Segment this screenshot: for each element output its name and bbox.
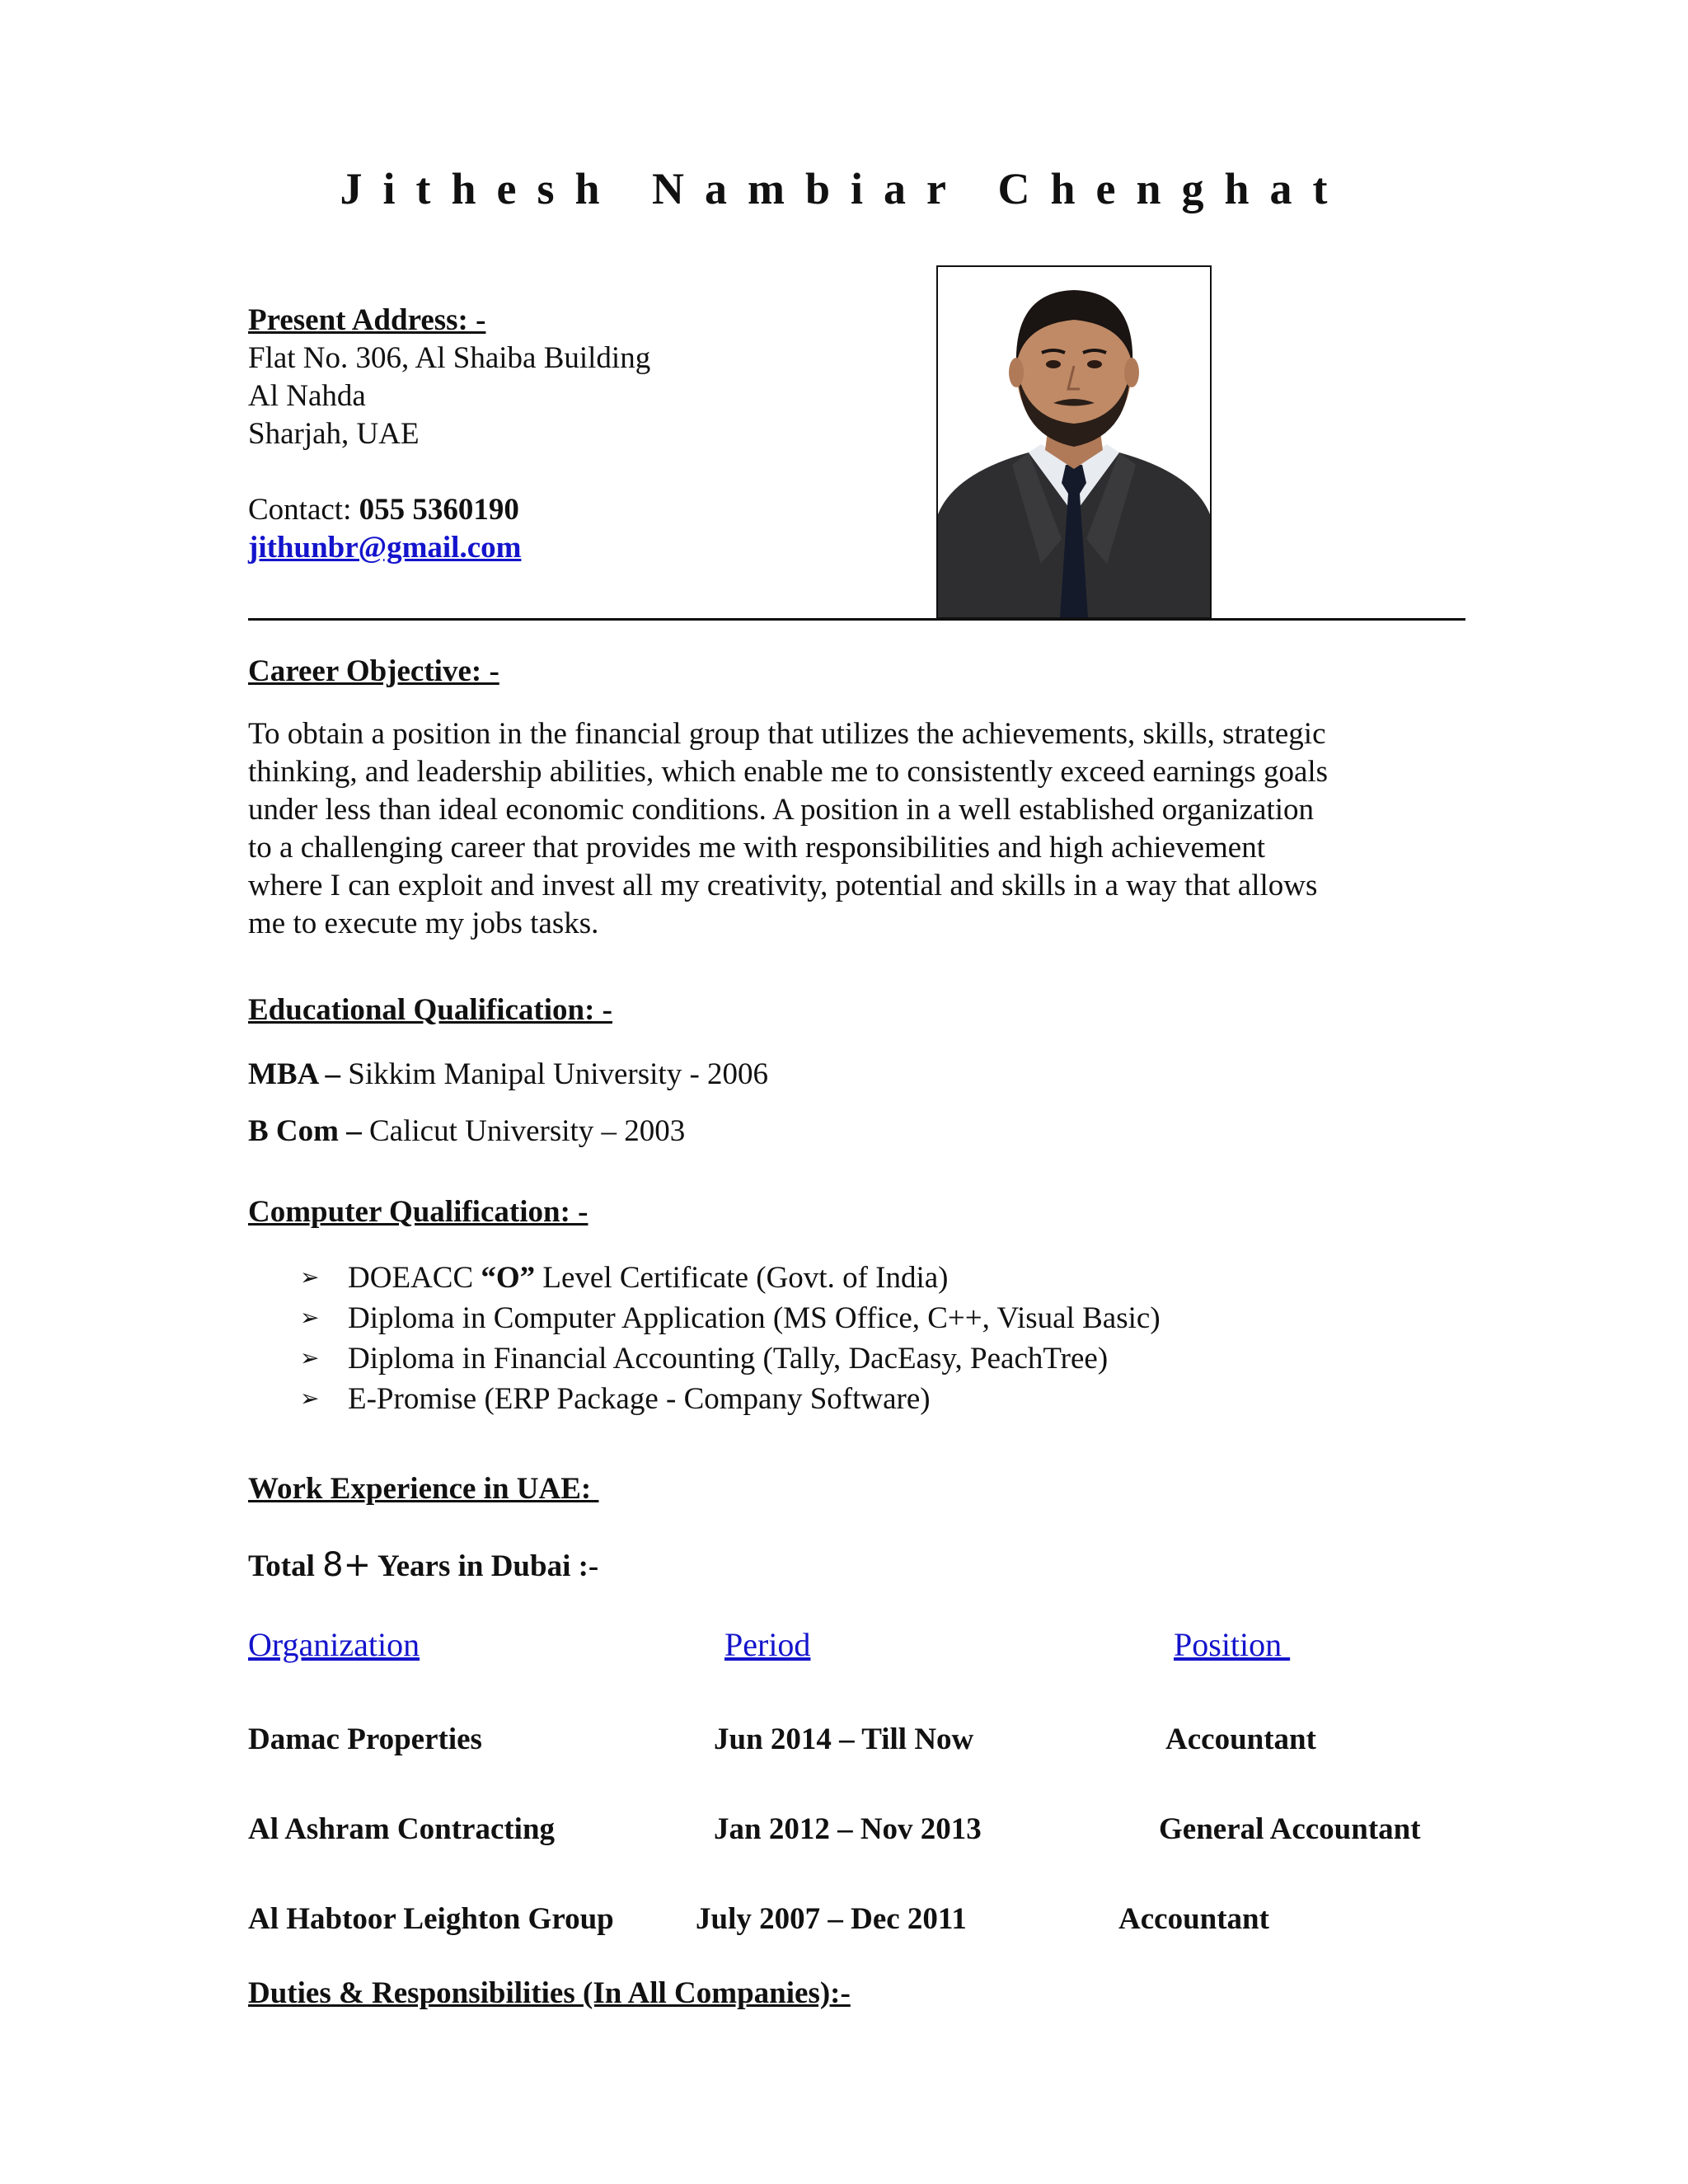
profile-photo [936, 265, 1212, 619]
work-position: Accountant [1165, 1722, 1316, 1756]
work-org: Damac Properties [248, 1722, 482, 1756]
computer-qualification-heading: Computer Qualification: - [248, 1195, 588, 1229]
item-text-bold: “O” [481, 1261, 536, 1295]
degree-detail: Calicut University – 2003 [361, 1114, 686, 1148]
career-objective-heading: Career Objective: - [248, 654, 499, 688]
career-line: me to execute my jobs tasks. [248, 907, 599, 940]
degree-name: B Com – [248, 1114, 362, 1148]
section-divider [248, 618, 1465, 621]
career-line: thinking, and leadership abilities, which enable me to consistently exceed earnings goals [248, 755, 1329, 789]
item-text: DOEACC [348, 1261, 481, 1295]
work-experience-heading: Work Experience in UAE: [248, 1472, 599, 1506]
total-years-number: 8+ [322, 1546, 372, 1584]
career-line: to a challenging career that provides me with responsibilities and high achievement [248, 831, 1265, 865]
degree-name: MBA – [248, 1057, 341, 1091]
candidate-name: Jithesh Nambiar Chenghat [340, 164, 1348, 213]
education-item [248, 1113, 685, 1151]
column-header-position[interactable]: Position [1174, 1626, 1291, 1663]
address-line-3: Sharjah, UAE [248, 417, 420, 451]
career-line: To obtain a position in the financial group that utilizes the achievements, skills, strategic [248, 717, 1326, 751]
arrow-bullet-icon: ➢ [300, 1386, 320, 1412]
duties-heading: Duties & Responsibilities (In All Companies):- [248, 1976, 851, 2010]
total-post: Years in Dubai :- [371, 1549, 599, 1583]
item-text: Diploma in Financial Accounting (Tally, DacEasy, PeachTree) [348, 1342, 1109, 1376]
career-line: under less than ideal economic conditions. A position in a well established organization [248, 793, 1315, 827]
total-pre: Total [248, 1549, 323, 1583]
work-period: July 2007 – Dec 2011 [696, 1902, 967, 1936]
work-position: General Accountant [1159, 1812, 1421, 1846]
arrow-bullet-icon: ➢ [300, 1265, 320, 1291]
work-position: Accountant [1118, 1902, 1269, 1936]
work-period: Jun 2014 – Till Now [714, 1722, 974, 1756]
item-text: Diploma in Computer Application (MS Office, C++, Visual Basic) [348, 1301, 1160, 1335]
column-header-organization[interactable]: Organization [248, 1626, 420, 1663]
email-link[interactable]: jithunbr@gmail.com [248, 531, 522, 565]
education-item [248, 1056, 768, 1094]
item-text: E-Promise (ERP Package - Company Software) [348, 1382, 931, 1416]
column-header-period[interactable]: Period [724, 1626, 811, 1663]
work-org: Al Ashram Contracting [248, 1812, 556, 1846]
total-years [248, 1546, 598, 1584]
address-line-1: Flat No. 306, Al Shaiba Building [248, 341, 651, 375]
career-line: where I can exploit and invest all my creativity, potential and skills in a way that allows [248, 869, 1318, 902]
item-text: Level Certificate (Govt. of India) [535, 1261, 949, 1295]
arrow-bullet-icon: ➢ [300, 1305, 320, 1331]
present-address-heading: Present Address: - [248, 303, 486, 337]
contact-number: 055 5360190 [359, 493, 519, 527]
work-org: Al Habtoor Leighton Group [248, 1902, 614, 1936]
contact-line [248, 491, 519, 529]
degree-detail: Sikkim Manipal University - 2006 [340, 1057, 769, 1091]
education-heading: Educational Qualification: - [248, 993, 612, 1027]
arrow-bullet-icon: ➢ [300, 1346, 320, 1371]
portrait-image [938, 267, 1210, 617]
contact-label: Contact: [248, 493, 359, 527]
address-line-2: Al Nahda [248, 379, 366, 413]
work-period: Jan 2012 – Nov 2013 [714, 1812, 982, 1846]
career-objective-text [248, 715, 1468, 943]
